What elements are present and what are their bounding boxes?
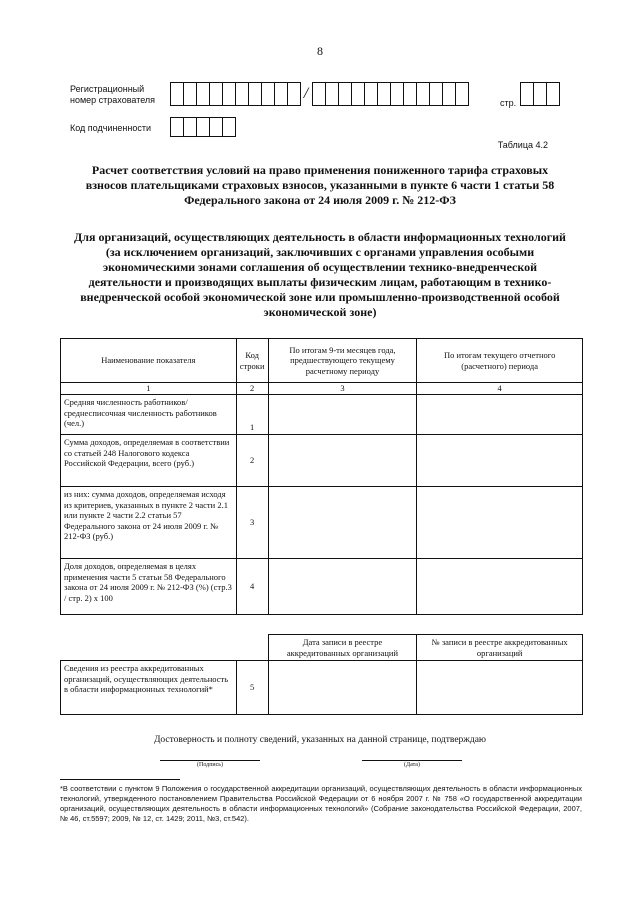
value-cell[interactable] [268,487,417,559]
table-row [61,559,583,615]
page-number-boxes [520,82,559,106]
table-number: Таблица 4.2 [497,140,548,150]
value-cell[interactable] [417,487,583,559]
column-number: 1 [61,383,237,395]
registry-row-code: 5 [236,661,268,715]
page-number-cell[interactable] [533,82,547,106]
footnote-rule [60,779,180,780]
reg-number-slash: / [303,85,309,102]
reg-number-cell[interactable] [261,82,275,106]
sub-code-cell[interactable] [222,117,236,137]
reg-number-cell[interactable] [377,82,391,106]
table-row [61,487,583,559]
signature-line[interactable] [160,760,260,761]
row-code: 4 [236,559,268,615]
value-cell[interactable] [417,435,583,487]
page-number-cell[interactable] [546,82,560,106]
date-label: (Дата) [404,762,420,768]
reg-number-cell[interactable] [351,82,365,106]
registry-blank [236,635,268,661]
row-code: 3 [236,487,268,559]
page-number: 8 [317,44,323,58]
reg-number-cell[interactable] [248,82,262,106]
row-name: Сумма доходов, определяемая в соответствии со статьей 248 Налогового кодекса Российской Федерации, всего (руб.) [61,435,237,487]
reg-number-cell[interactable] [183,82,197,106]
row-code: 1 [236,395,268,435]
value-cell[interactable] [417,559,583,615]
registry-date-cell[interactable] [268,661,417,715]
value-cell[interactable] [268,395,417,435]
document-subtitle: Для организаций, осуществляющих деятельность в области информационных технологий (за исключением организаций, заключивших с органами управления особыми экономическими зонами соглашения об осуществлении технико-внедренческой деятельности и производящих выплаты физическим лицам, работающим в технико-внедренческой особой экономической зоне или промышленно-производственной особой экономической зоне) [74,230,566,319]
sub-code-cell[interactable] [196,117,210,137]
row-name: Доля доходов, определяемая в целях применения части 5 статьи 58 Федерального закона от 24 июля 2009 г. № 212-ФЗ (%) (стр.3 / стр. 2) х 100 [61,559,237,615]
registry-number-cell[interactable] [417,661,583,715]
column-number: 3 [268,383,417,395]
footnote: *В соответствии с пунктом 9 Положения о государственной аккредитации организаций, осуществляющих деятельность в области информационных технологий, утвержденного постановлением Правительства Российской Федерации от 6 ноября 2007 г. № 758 «О государственной аккредитации организаций, осуществляющих деятельность в области информационных технологий» (Собрание законодательства Российской Федерации, 2007, № 46, ст.5597; 2009, № 12, ст. 1429; 2011, №3, ст.542). [60,784,582,823]
reg-number-boxes [170,82,468,106]
registry-blank [61,635,237,661]
signature-label: (Подпись) [196,762,224,768]
value-cell[interactable] [268,435,417,487]
reg-number-cell[interactable] [287,82,301,106]
reg-number-cell[interactable] [364,82,378,106]
reg-number-label [70,84,155,106]
value-cell[interactable] [268,559,417,615]
reg-number-cell[interactable] [312,82,326,106]
registry-row-name: Сведения из реестра аккредитованных организаций, осуществляющих деятельность в области информационных технологий* [61,661,237,715]
sub-code-boxes [170,117,235,137]
column-number: 2 [236,383,268,395]
document-title: Расчет соответствия условий на право применения пониженного тарифа страховых взносов плательщиками страховых взносов, указанными в пункте 6 части 1 статьи 58 Федерального закона от 24 июля 2009 г. № 212-ФЗ [85,163,555,207]
reg-number-cell[interactable] [442,82,456,106]
reg-number-cell[interactable] [209,82,223,106]
row-name: из них: сумма доходов, определяемая исходя из критериев, указанных в пункте 2 части 2.1 или пункте 2 части 2.2 статьи 57 Федерального закона от 24 июля 2009 г. № 212-ФЗ (руб.) [61,487,237,559]
header-col3: По итогам 9-ти месяцев года, предшествующего текущему расчетному периоду [268,339,417,383]
page-label: стр. [500,98,517,108]
reg-number-cell[interactable] [235,82,249,106]
reg-number-cell[interactable] [429,82,443,106]
reg-number-cell[interactable] [338,82,352,106]
sub-code-cell[interactable] [183,117,197,137]
reg-number-cell[interactable] [325,82,339,106]
registry-number-header: № записи в реестре аккредитованных организаций [417,635,583,661]
page-number-cell[interactable] [520,82,534,106]
table-header-row [61,339,583,383]
column-numbers-row [61,383,583,395]
sub-code-cell[interactable] [209,117,223,137]
table-row [61,435,583,487]
reg-number-cell[interactable] [222,82,236,106]
registry-table [60,634,583,715]
header-col4: По итогам текущего отчетного (расчетного) периода [417,339,583,383]
row-name: Средняя численность работников/ среднесписочная численность работников (чел.) [61,395,237,435]
registry-header-row [61,635,583,661]
column-number: 4 [417,383,583,395]
reg-label-line1: Регистрационный [70,84,145,94]
sub-code-cell[interactable] [170,117,184,137]
reg-label-line2: номер страхователя [70,95,156,105]
table-row [61,395,583,435]
registry-row [61,661,583,715]
reg-number-cell[interactable] [416,82,430,106]
header-code: Код строки [236,339,268,383]
value-cell[interactable] [417,395,583,435]
reg-number-cell[interactable] [274,82,288,106]
row-code: 2 [236,435,268,487]
sub-code-label: Код подчиненности [70,123,152,133]
reg-number-cell[interactable] [455,82,469,106]
reg-number-cell[interactable] [390,82,404,106]
header-name: Наименование показателя [61,339,237,383]
reg-number-cell[interactable] [170,82,184,106]
registry-date-header: Дата записи в реестре аккредитованных организаций [268,635,417,661]
main-table [60,338,583,615]
confirmation-text: Достоверность и полноту сведений, указанных на данной странице, подтверждаю [153,735,487,745]
reg-number-cell[interactable] [196,82,210,106]
reg-number-cell[interactable] [403,82,417,106]
date-line[interactable] [362,760,462,761]
